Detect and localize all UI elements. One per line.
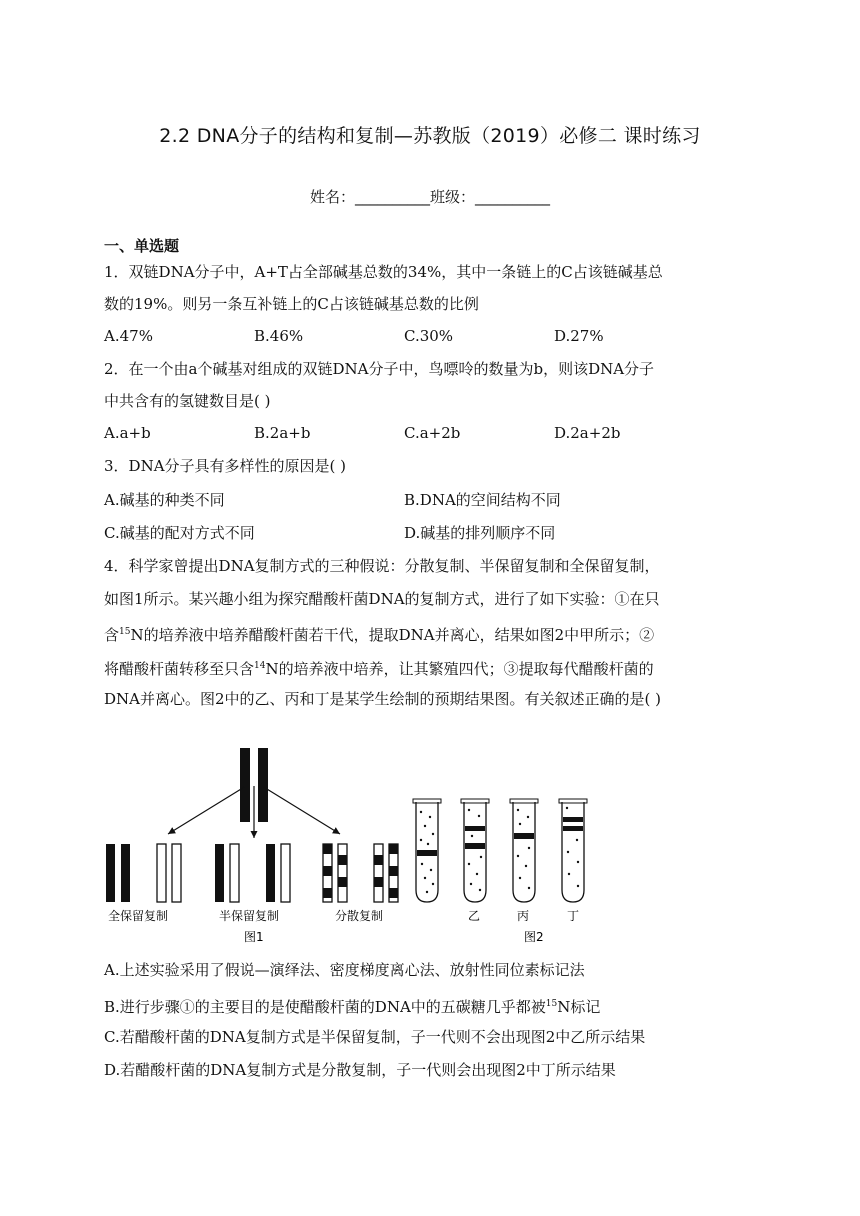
q4-option-d: D.若醋酸杆菌的DNA复制方式是分散复制，子一代则会出现图2中丁所示结果 <box>104 1061 616 1079</box>
figure-2-caption: 图2 <box>524 930 544 944</box>
q4-line3 <box>104 622 654 645</box>
q1-line1: 1．双链DNA分子中，A+T占全部碱基总数的34%，其中一条链上的C占该链碱基总 <box>104 263 663 281</box>
q4-figure <box>100 744 620 954</box>
tube-label-ding: 丁 <box>567 909 580 923</box>
q3-option-c: C.碱基的配对方式不同 <box>104 524 255 542</box>
q2-option-a: A.a+b <box>104 424 151 442</box>
q1-option-a: A.47% <box>104 327 153 345</box>
q4-line5: DNA并离心。图2中的乙、丙和丁是某学生绘制的预期结果图。有关叙述正确的是( ) <box>104 690 662 708</box>
doc-title: 2.2 DNA分子的结构和复制—苏教版（2019）必修二 课时练习 <box>159 125 701 147</box>
q4-option-b-start: B.进行步骤①的主要目的是使醋酸杆菌的DNA中的五碳糖几乎都被 <box>104 998 546 1016</box>
isotope-14-superscript: 14 <box>254 661 266 671</box>
tube-jia-icon <box>413 799 441 902</box>
class-blank[interactable]: __________ <box>475 188 551 206</box>
section-heading: 一、单选题 <box>104 237 180 255</box>
tube-label-yi: 乙 <box>468 909 481 923</box>
q1-line2: 数的19%。则另一条互补链上的C占该链碱基总数的比例 <box>104 295 479 313</box>
arrow-to-dispersive-icon <box>262 786 340 834</box>
class-label: 班级： <box>430 188 476 206</box>
isotope-15-superscript: 15 <box>119 627 131 637</box>
figure-1-caption: 图1 <box>244 930 264 944</box>
label-conservative: 全保留复制 <box>108 909 169 923</box>
name-class-line <box>0 186 860 207</box>
q2-line2: 中共含有的氢键数目是( ) <box>104 392 271 410</box>
tube-bing-icon <box>510 799 538 902</box>
q1-option-b: B.46% <box>254 327 304 345</box>
tube-label-bing: 丙 <box>517 909 530 923</box>
q2-option-d: D.2a+2b <box>554 424 621 442</box>
q3-option-d: D.碱基的排列顺序不同 <box>404 524 556 542</box>
q4-line3-start: 含 <box>104 626 120 644</box>
label-dispersive: 分散复制 <box>335 909 384 923</box>
q3-option-a: A.碱基的种类不同 <box>104 491 225 509</box>
q2-option-b: B.2a+b <box>254 424 311 442</box>
replication-diagram <box>100 744 620 954</box>
q1-option-d: D.27% <box>554 327 604 345</box>
q4-line4-start: 将醋酸杆菌转移至只含 <box>104 660 255 678</box>
q3-option-b: B.DNA的空间结构不同 <box>404 491 561 509</box>
isotope-15-superscript-b: 15 <box>545 999 558 1009</box>
semiconservative-replication-icon <box>215 844 290 902</box>
q2-option-c: C.a+2b <box>404 424 461 442</box>
q4-line1: 4．科学家曾提出DNA复制方式的三种假说：分散复制、半保留复制和全保留复制， <box>104 557 660 575</box>
name-blank[interactable]: __________ <box>355 188 430 206</box>
q4-line2: 如图1所示。某兴趣小组为探究醋酸杆菌DNA的复制方式，进行了如下实验：①在只 <box>104 590 660 608</box>
q4-line4-rest: N的培养液中培养，让其繁殖四代；③提取每代醋酸杆菌的 <box>265 660 654 678</box>
label-semiconservative: 半保留复制 <box>219 909 280 923</box>
q4-option-a: A.上述实验采用了假说—演绎法、密度梯度离心法、放射性同位素标记法 <box>104 961 585 979</box>
arrow-to-conservative-icon <box>168 786 246 834</box>
q4-option-c: C.若醋酸杆菌的DNA复制方式是半保留复制，子一代则不会出现图2中乙所示结果 <box>104 1028 646 1046</box>
q4-option-b <box>104 994 600 1017</box>
q2-line1: 2．在一个由a个碱基对组成的双链DNA分子中，鸟嘌呤的数量为b，则该DNA分子 <box>104 360 655 378</box>
dispersive-replication-icon <box>323 844 398 902</box>
q4-line3-rest: N的培养液中培养醋酸杆菌若干代，提取DNA并离心，结果如图2中甲所示；② <box>130 626 655 644</box>
conservative-replication-icon <box>106 844 181 902</box>
q4-option-b-end: N标记 <box>557 998 601 1016</box>
tube-yi-icon <box>461 799 489 902</box>
tube-ding-icon <box>559 799 587 902</box>
q4-line4 <box>104 656 654 679</box>
name-label: 姓名： <box>309 188 355 206</box>
q3-line1: 3．DNA分子具有多样性的原因是( ) <box>104 457 347 475</box>
q1-option-c: C.30% <box>404 327 454 345</box>
